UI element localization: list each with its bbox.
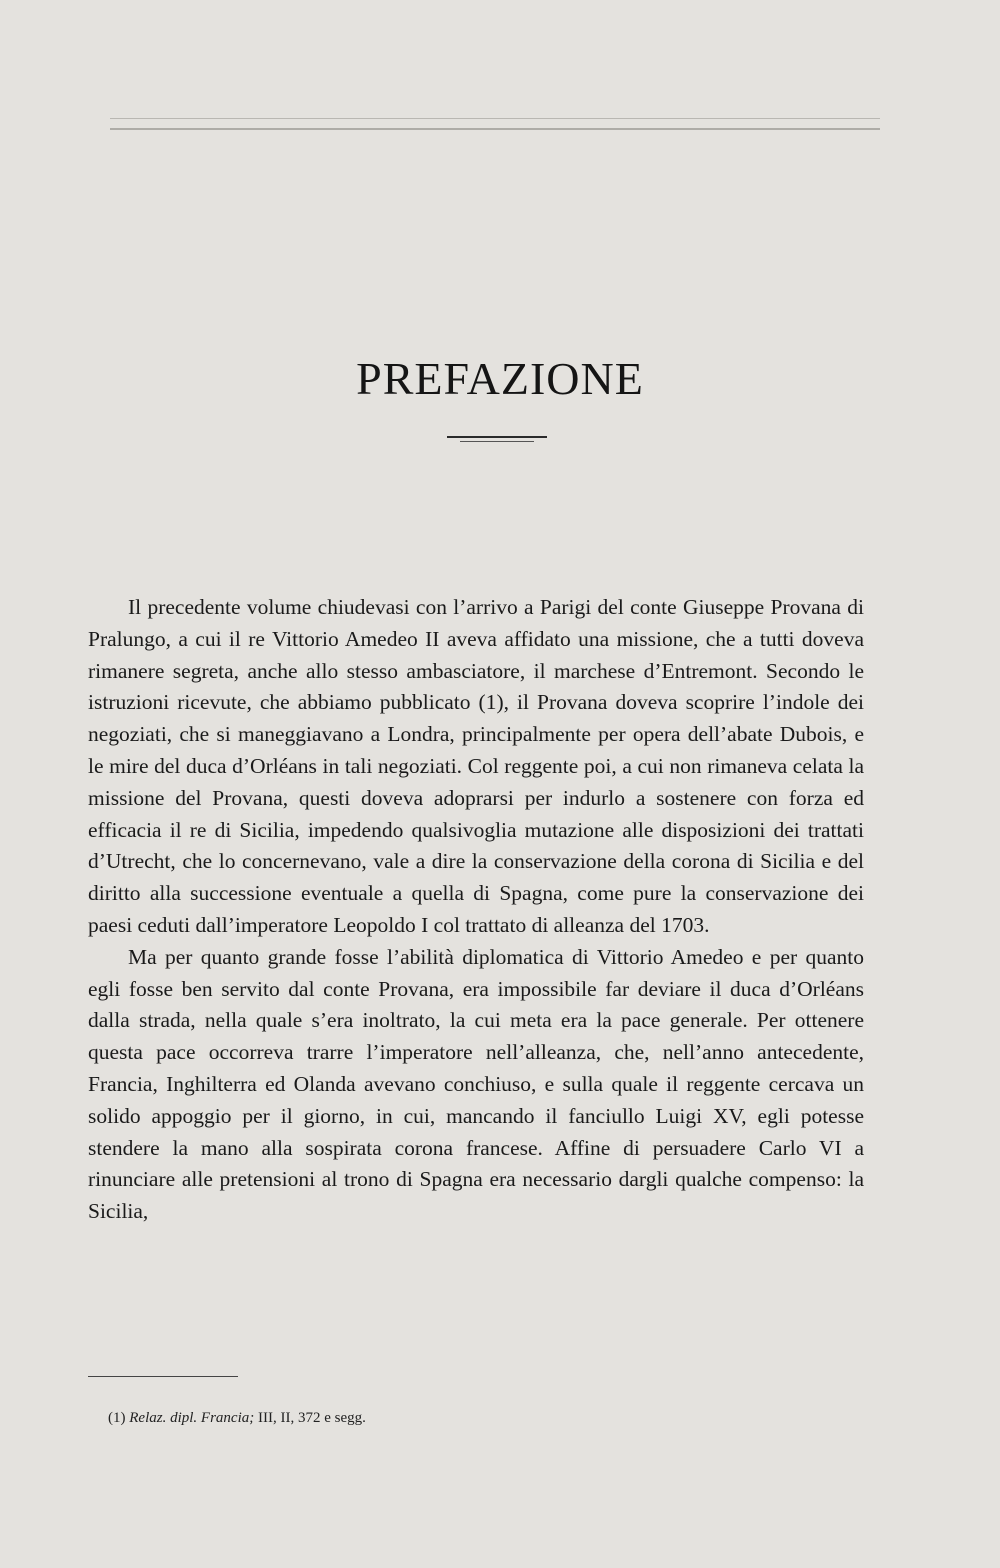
body-text bbox=[88, 592, 864, 1228]
title-ornament-rule bbox=[447, 436, 547, 438]
bleed-through-rule bbox=[110, 118, 880, 119]
bleed-through-rule bbox=[110, 128, 880, 130]
paragraph: Ma per quanto grande fosse l’abilità diplomatica di Vittorio Amedeo e per quanto egli fosse ben servito dal conte Provana, era impossibile far deviare il duca d’Orléans dalla strada, nella quale s’era inoltrato, la cui meta era la pace generale. Per ottenere questa pace occorreva trarre l’imperatore nell’alleanza, che, nell’anno antecedente, Francia, Inghilterra ed Olanda avevano conchiuso, e sulla quale il reggente cercava un solido appoggio per il giorno, in cui, mancando il fanciullo Luigi XV, egli potesse stendere la mano alla sospirata corona francese. Affine di persuadere Carlo VI a rinunciare alle pretensioni al trono di Spagna era necessario dargli qualche compenso: la Sicilia, bbox=[88, 944, 864, 1224]
footnote-source: Relaz. dipl. Francia; bbox=[129, 1410, 255, 1426]
footnote-reference: III, II, 372 e segg. bbox=[257, 1410, 366, 1426]
page-title: PREFAZIONE bbox=[356, 353, 644, 404]
footnote-marker: (1) bbox=[108, 1410, 126, 1426]
title-ornament-rule bbox=[460, 441, 534, 442]
footnote bbox=[108, 1410, 808, 1427]
footnote-divider bbox=[88, 1376, 238, 1377]
paragraph: Il precedente volume chiudevasi con l’arrivo a Parigi del conte Giuseppe Provana di Pralungo, a cui il re Vittorio Amedeo II aveva affidato una missione, che a tutti doveva rimanere segreta, anche allo stesso ambasciatore, il marchese d’Entremont. Secondo le istruzioni ricevute, che abbiamo pubblicato (1), il Provana doveva scoprire l’indole dei negoziati, che si maneggiavano a Londra, principalmente per opera dell’abate Dubois, e le mire del duca d’Orléans in tali negoziati. Col reggente poi, a cui non rimaneva celata la missione del Provana, questi doveva adoprarsi per indurlo a sostenere con forza ed efficacia il re di Sicilia, impedendo qualsivoglia mutazione alle disposizioni dei trattati d’Utrecht, che lo concernevano, vale a dire la conservazione della corona di Sicilia e del diritto alla successione eventuale a quella di Spagna, come pure la conservazione dei paesi ceduti dall’imperatore Leopoldo I col trattato di alleanza del 1703. bbox=[88, 595, 864, 937]
